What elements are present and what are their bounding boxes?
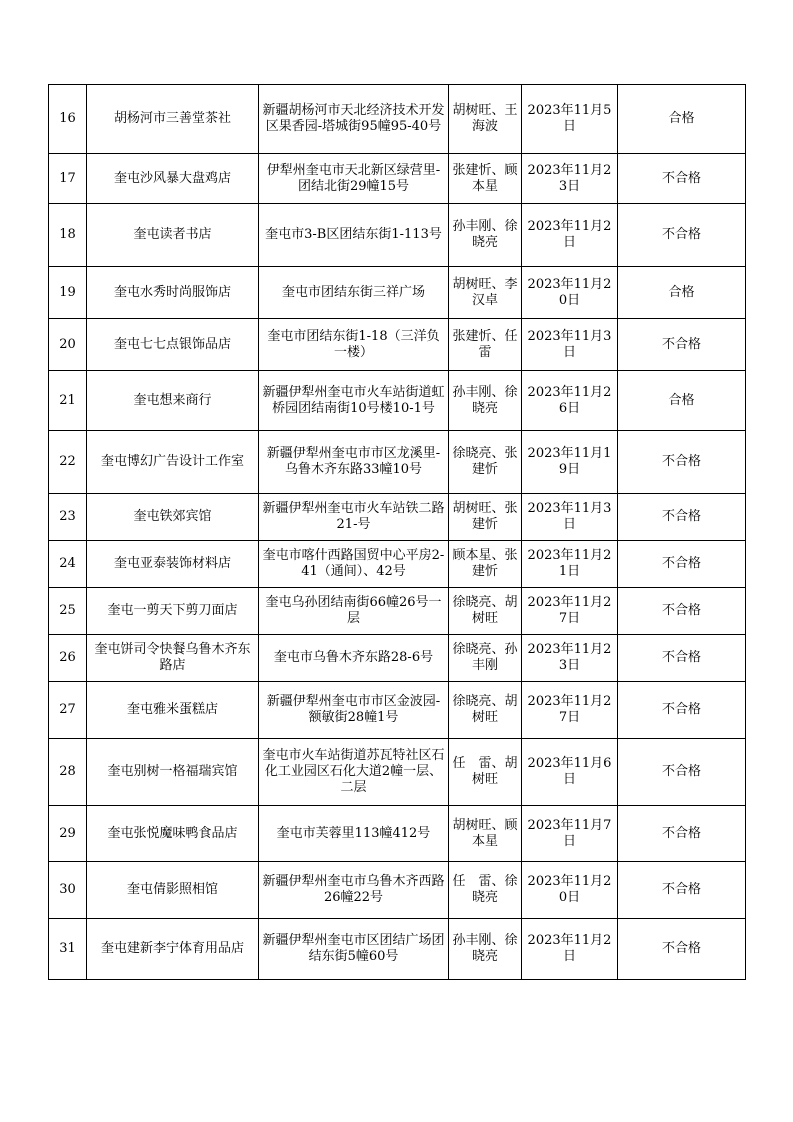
row-number-cell: 26 — [49, 635, 87, 682]
inspection-result-cell: 不合格 — [618, 588, 746, 635]
row-number-cell: 16 — [49, 85, 87, 154]
inspectors-cell: 胡树旺、王海波 — [449, 85, 522, 154]
table-row — [49, 85, 746, 154]
business-name-cell: 奎屯水秀时尚服饰店 — [87, 267, 259, 319]
inspectors-cell: 徐晓亮、张建忻 — [449, 431, 522, 494]
business-name-cell: 奎屯七七点银饰品店 — [87, 319, 259, 371]
row-number-cell: 19 — [49, 267, 87, 319]
table-row — [49, 541, 746, 588]
table-row — [49, 862, 746, 919]
inspection-result-cell: 不合格 — [618, 806, 746, 862]
inspection-date-cell: 2023年11月26日 — [522, 371, 618, 431]
table-row — [49, 431, 746, 494]
inspection-result-cell: 不合格 — [618, 431, 746, 494]
business-address-cell: 奎屯市芙蓉里113幢412号 — [259, 806, 449, 862]
inspectors-cell: 任 雷、徐晓亮 — [449, 862, 522, 919]
business-address-cell: 新疆伊犁州奎屯市火车站铁二路21-号 — [259, 494, 449, 541]
row-number-cell: 28 — [49, 739, 87, 806]
inspection-date-cell: 2023年11月23日 — [522, 154, 618, 204]
inspection-date-cell: 2023年11月23日 — [522, 635, 618, 682]
table-row — [49, 806, 746, 862]
table-row — [49, 371, 746, 431]
row-number-cell: 24 — [49, 541, 87, 588]
inspection-date-cell: 2023年11月19日 — [522, 431, 618, 494]
inspectors-cell: 胡树旺、李汉卓 — [449, 267, 522, 319]
row-number-cell: 30 — [49, 862, 87, 919]
inspectors-cell: 徐晓亮、胡树旺 — [449, 682, 522, 739]
business-name-cell: 奎屯倩影照相馆 — [87, 862, 259, 919]
table-row — [49, 319, 746, 371]
row-number-cell: 18 — [49, 204, 87, 267]
table-row — [49, 204, 746, 267]
table-row — [49, 154, 746, 204]
inspection-date-cell: 2023年11月21日 — [522, 541, 618, 588]
business-name-cell: 奎屯一剪天下剪刀面店 — [87, 588, 259, 635]
inspection-result-cell: 不合格 — [618, 204, 746, 267]
inspection-result-cell: 不合格 — [618, 154, 746, 204]
inspection-result-cell: 不合格 — [618, 635, 746, 682]
business-name-cell: 奎屯想来商行 — [87, 371, 259, 431]
inspection-date-cell: 2023年11月2日 — [522, 919, 618, 980]
business-name-cell: 奎屯建新李宁体育用品店 — [87, 919, 259, 980]
inspectors-cell: 任 雷、胡树旺 — [449, 739, 522, 806]
row-number-cell: 25 — [49, 588, 87, 635]
business-address-cell: 奎屯市乌鲁木齐东路28-6号 — [259, 635, 449, 682]
inspection-date-cell: 2023年11月3日 — [522, 319, 618, 371]
inspection-date-cell: 2023年11月20日 — [522, 267, 618, 319]
inspection-date-cell: 2023年11月5日 — [522, 85, 618, 154]
business-name-cell: 奎屯沙风暴大盘鸡店 — [87, 154, 259, 204]
inspectors-cell: 张建忻、顾本星 — [449, 154, 522, 204]
table-row — [49, 919, 746, 980]
row-number-cell: 21 — [49, 371, 87, 431]
inspectors-cell: 孙丰刚、徐晓亮 — [449, 204, 522, 267]
inspection-result-cell: 合格 — [618, 85, 746, 154]
business-address-cell: 新疆胡杨河市天北经济技术开发区果香园-塔城街95幢95-40号 — [259, 85, 449, 154]
inspection-date-cell: 2023年11月20日 — [522, 862, 618, 919]
inspection-result-cell: 不合格 — [618, 862, 746, 919]
inspectors-cell: 徐晓亮、孙丰刚 — [449, 635, 522, 682]
inspection-result-cell: 合格 — [618, 267, 746, 319]
inspection-date-cell: 2023年11月3日 — [522, 494, 618, 541]
business-address-cell: 奎屯市团结东街1-18（三洋负一楼） — [259, 319, 449, 371]
business-name-cell: 奎屯铁郊宾馆 — [87, 494, 259, 541]
inspection-date-cell: 2023年11月27日 — [522, 588, 618, 635]
inspection-date-cell: 2023年11月6日 — [522, 739, 618, 806]
business-name-cell: 奎屯博幻广告设计工作室 — [87, 431, 259, 494]
row-number-cell: 22 — [49, 431, 87, 494]
row-number-cell: 17 — [49, 154, 87, 204]
business-address-cell: 奎屯市3-B区团结东街1-113号 — [259, 204, 449, 267]
business-name-cell: 奎屯读者书店 — [87, 204, 259, 267]
business-address-cell: 新疆伊犁州奎屯市火车站街道虹桥园团结南街10号楼10-1号 — [259, 371, 449, 431]
business-name-cell: 奎屯雅米蛋糕店 — [87, 682, 259, 739]
business-address-cell: 新疆伊犁州奎屯市市区金波园-额敏街28幢1号 — [259, 682, 449, 739]
row-number-cell: 27 — [49, 682, 87, 739]
business-address-cell: 奎屯乌孙团结南街66幢26号一层 — [259, 588, 449, 635]
table-body — [49, 85, 746, 980]
inspection-date-cell: 2023年11月7日 — [522, 806, 618, 862]
inspectors-cell: 孙丰刚、徐晓亮 — [449, 919, 522, 980]
table-row — [49, 682, 746, 739]
row-number-cell: 31 — [49, 919, 87, 980]
inspection-result-cell: 合格 — [618, 371, 746, 431]
inspectors-cell: 胡树旺、顾本星 — [449, 806, 522, 862]
business-name-cell: 奎屯别树一格福瑞宾馆 — [87, 739, 259, 806]
row-number-cell: 20 — [49, 319, 87, 371]
inspectors-cell: 胡树旺、张建忻 — [449, 494, 522, 541]
table-row — [49, 494, 746, 541]
inspection-result-cell: 不合格 — [618, 541, 746, 588]
business-address-cell: 伊犁州奎屯市天北新区绿营里-团结北街29幢15号 — [259, 154, 449, 204]
inspectors-cell: 顾本星、张建忻 — [449, 541, 522, 588]
table-row — [49, 588, 746, 635]
inspectors-cell: 张建忻、任 雷 — [449, 319, 522, 371]
business-name-cell: 奎屯张悦魔味鸭食品店 — [87, 806, 259, 862]
business-address-cell: 奎屯市火车站街道苏瓦特社区石化工业园区石化大道2幢一层、二层 — [259, 739, 449, 806]
inspection-result-cell: 不合格 — [618, 494, 746, 541]
inspection-result-cell: 不合格 — [618, 739, 746, 806]
row-number-cell: 29 — [49, 806, 87, 862]
inspectors-cell: 孙丰刚、徐晓亮 — [449, 371, 522, 431]
business-address-cell: 奎屯市喀什西路国贸中心平房2-41（通间）、42号 — [259, 541, 449, 588]
inspection-result-cell: 不合格 — [618, 682, 746, 739]
inspection-table — [48, 84, 746, 980]
inspectors-cell: 徐晓亮、胡树旺 — [449, 588, 522, 635]
row-number-cell: 23 — [49, 494, 87, 541]
table-row — [49, 635, 746, 682]
business-name-cell: 奎屯亚泰装饰材料店 — [87, 541, 259, 588]
inspection-date-cell: 2023年11月27日 — [522, 682, 618, 739]
inspection-result-cell: 不合格 — [618, 919, 746, 980]
inspection-result-cell: 不合格 — [618, 319, 746, 371]
table-row — [49, 267, 746, 319]
inspection-date-cell: 2023年11月2日 — [522, 204, 618, 267]
table-row — [49, 739, 746, 806]
business-name-cell: 胡杨河市三善堂茶社 — [87, 85, 259, 154]
business-address-cell: 新疆伊犁州奎屯市区团结广场团结东街5幢60号 — [259, 919, 449, 980]
business-name-cell: 奎屯饼司令快餐乌鲁木齐东路店 — [87, 635, 259, 682]
business-address-cell: 新疆伊犁州奎屯市市区龙溪里-乌鲁木齐东路33幢10号 — [259, 431, 449, 494]
business-address-cell: 奎屯市团结东街三祥广场 — [259, 267, 449, 319]
business-address-cell: 新疆伊犁州奎屯市乌鲁木齐西路26幢22号 — [259, 862, 449, 919]
